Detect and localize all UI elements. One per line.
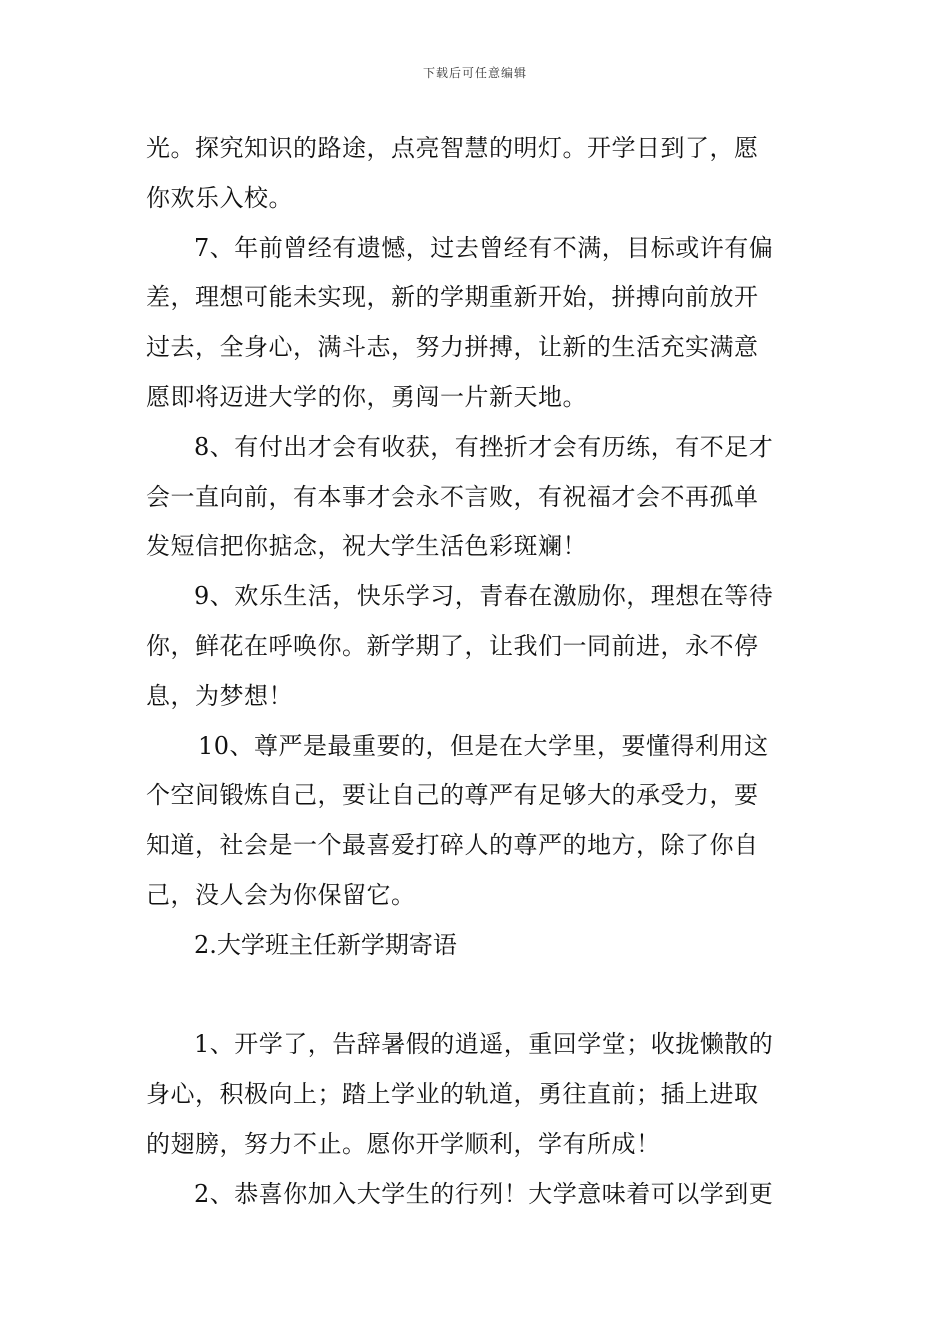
text-line: 9、欢乐生活，快乐学习，青春在激励你，理想在等待 bbox=[194, 582, 774, 611]
section-heading: 2.大学班主任新学期寄语 bbox=[194, 930, 457, 959]
paragraph bbox=[146, 423, 812, 572]
paragraph bbox=[146, 124, 812, 224]
text-line: 你，鲜花在呼唤你。新学期了，让我们一同前进，永不停 bbox=[146, 631, 759, 660]
text-line: 息，为梦想！ bbox=[146, 681, 293, 710]
text-line: 8、有付出才会有收获，有挫折才会有历练，有不足才 bbox=[194, 432, 774, 461]
text-line: 的翅膀，努力不止。愿你开学顺利，学有所成！ bbox=[146, 1129, 661, 1158]
text-line: 身心，积极向上；踏上学业的轨道，勇往直前；插上进取 bbox=[146, 1080, 759, 1109]
text-line: 过去，全身心，满斗志，努力拼搏，让新的生活充实满意 bbox=[146, 333, 759, 362]
document-body bbox=[146, 124, 812, 1220]
blank-line bbox=[146, 971, 812, 1021]
text-line: 7、年前曾经有遗憾，过去曾经有不满，目标或许有偏 bbox=[194, 233, 774, 262]
text-line: 10、尊严是最重要的，但是在大学里，要懂得利用这 bbox=[198, 731, 769, 760]
text-line: 1、开学了，告辞暑假的逍遥，重回学堂；收拢懒散的 bbox=[194, 1030, 774, 1059]
paragraph bbox=[146, 224, 812, 423]
text-line: 你欢乐入校。 bbox=[146, 183, 293, 212]
paragraph bbox=[146, 572, 812, 721]
text-line: 2、恭喜你加入大学生的行列！大学意味着可以学到更 bbox=[194, 1179, 774, 1208]
text-line: 发短信把你掂念，祝大学生活色彩斑斓！ bbox=[146, 532, 587, 561]
text-line: 会一直向前，有本事才会永不言败，有祝福才会不再孤单 bbox=[146, 482, 759, 511]
text-line: 知道，社会是一个最喜爱打碎人的尊严的地方，除了你自 bbox=[146, 831, 759, 860]
page-header: 下载后可任意编辑 bbox=[422, 66, 527, 80]
paragraph bbox=[146, 1170, 812, 1220]
text-line: 个空间锻炼自己，要让自己的尊严有足够大的承受力，要 bbox=[146, 781, 759, 810]
text-line: 己，没人会为你保留它。 bbox=[146, 880, 416, 909]
paragraph bbox=[146, 1020, 812, 1169]
paragraph bbox=[146, 722, 812, 921]
text-line: 愿即将迈进大学的你，勇闯一片新天地。 bbox=[146, 382, 587, 411]
text-line: 差，理想可能未实现，新的学期重新开始，拼搏向前放开 bbox=[146, 283, 759, 312]
text-line: 光。探究知识的路途，点亮智慧的明灯。开学日到了，愿 bbox=[146, 134, 759, 162]
